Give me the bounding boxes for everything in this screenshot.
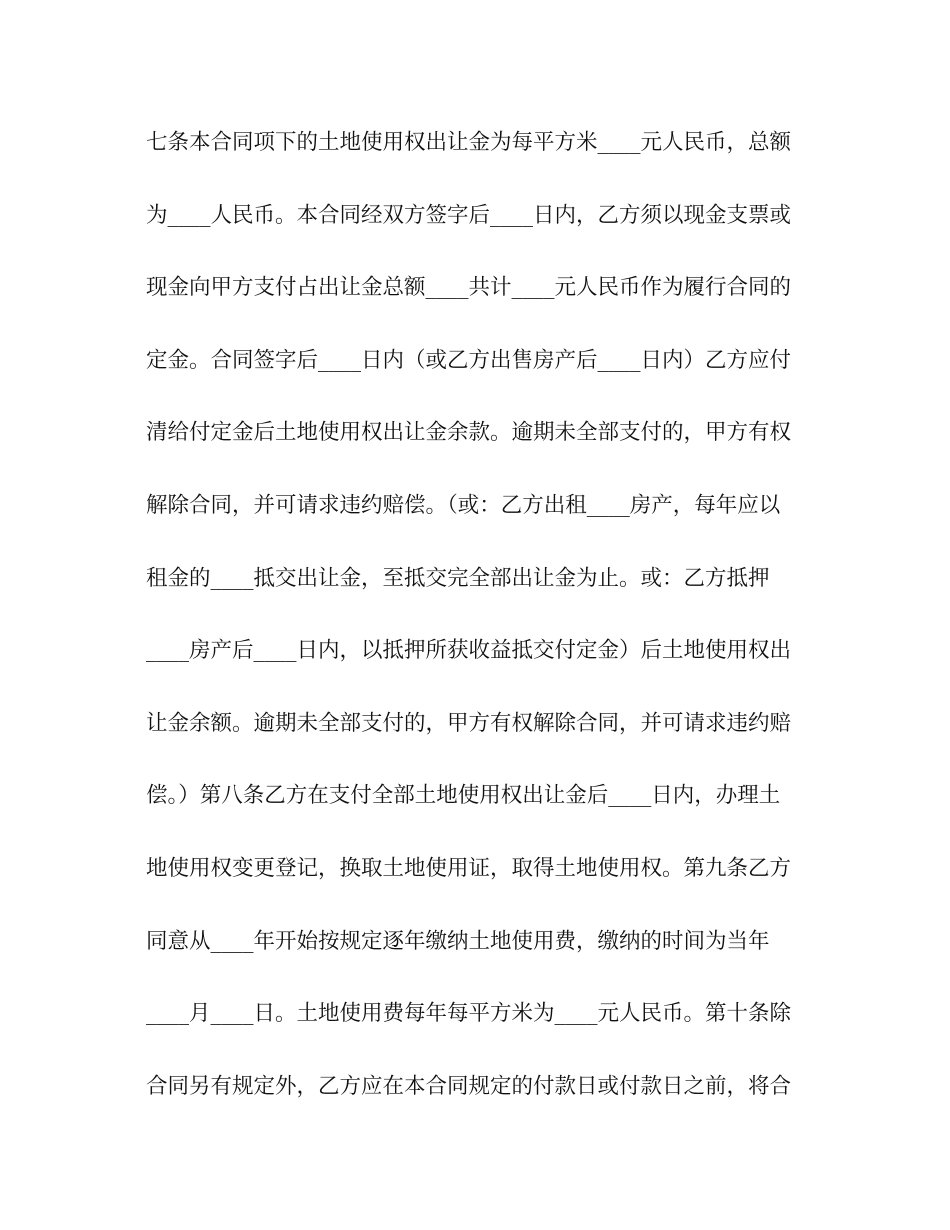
text-line: 七条本合同项下的土地使用权出让金为每平方米____元人民币，总额 [146,130,792,155]
text-line: 为____人民币。本合同经双方签字后____日内，乙方须以现金支票或 [146,202,792,228]
text-line: ____月____日。土地使用费每年每平方米为____元人民币。第十条除 [146,1001,792,1027]
text-line: 清给付定金后土地使用权出让金余款。逾期未全部支付的，甲方有权 [146,420,792,446]
text-line: 同意从____年开始按规定逐年缴纳土地使用费，缴纳的时间为当年 [146,928,770,954]
text-line: 偿。）第八条乙方在支付全部土地使用权出让金后____日内，办理土 [146,783,781,809]
text-line: ____房产后____日内，以抵押所获收益抵交付定金）后土地使用权出 [146,638,792,664]
text-line: 定金。合同签字后____日内（或乙方出售房产后____日内）乙方应付 [146,347,792,373]
text-line: 租金的____抵交出让金，至抵交完全部出让金为止。或：乙方抵押 [146,565,770,591]
document-body [146,125,806,1141]
text-line: 合同另有规定外，乙方应在本合同规定的付款日或付款日之前，将合 [146,1073,792,1099]
text-line: 解除合同，并可请求违约赔偿。（或：乙方出租____房产，每年应以 [146,492,781,518]
text-line: 让金余额。逾期未全部支付的，甲方有权解除合同，并可请求违约赔 [146,710,792,736]
text-line: 现金向甲方支付占出让金总额____共计____元人民币作为履行合同的 [146,275,792,301]
text-line: 地使用权变更登记，换取土地使用证，取得土地使用权。第九条乙方 [146,855,792,881]
